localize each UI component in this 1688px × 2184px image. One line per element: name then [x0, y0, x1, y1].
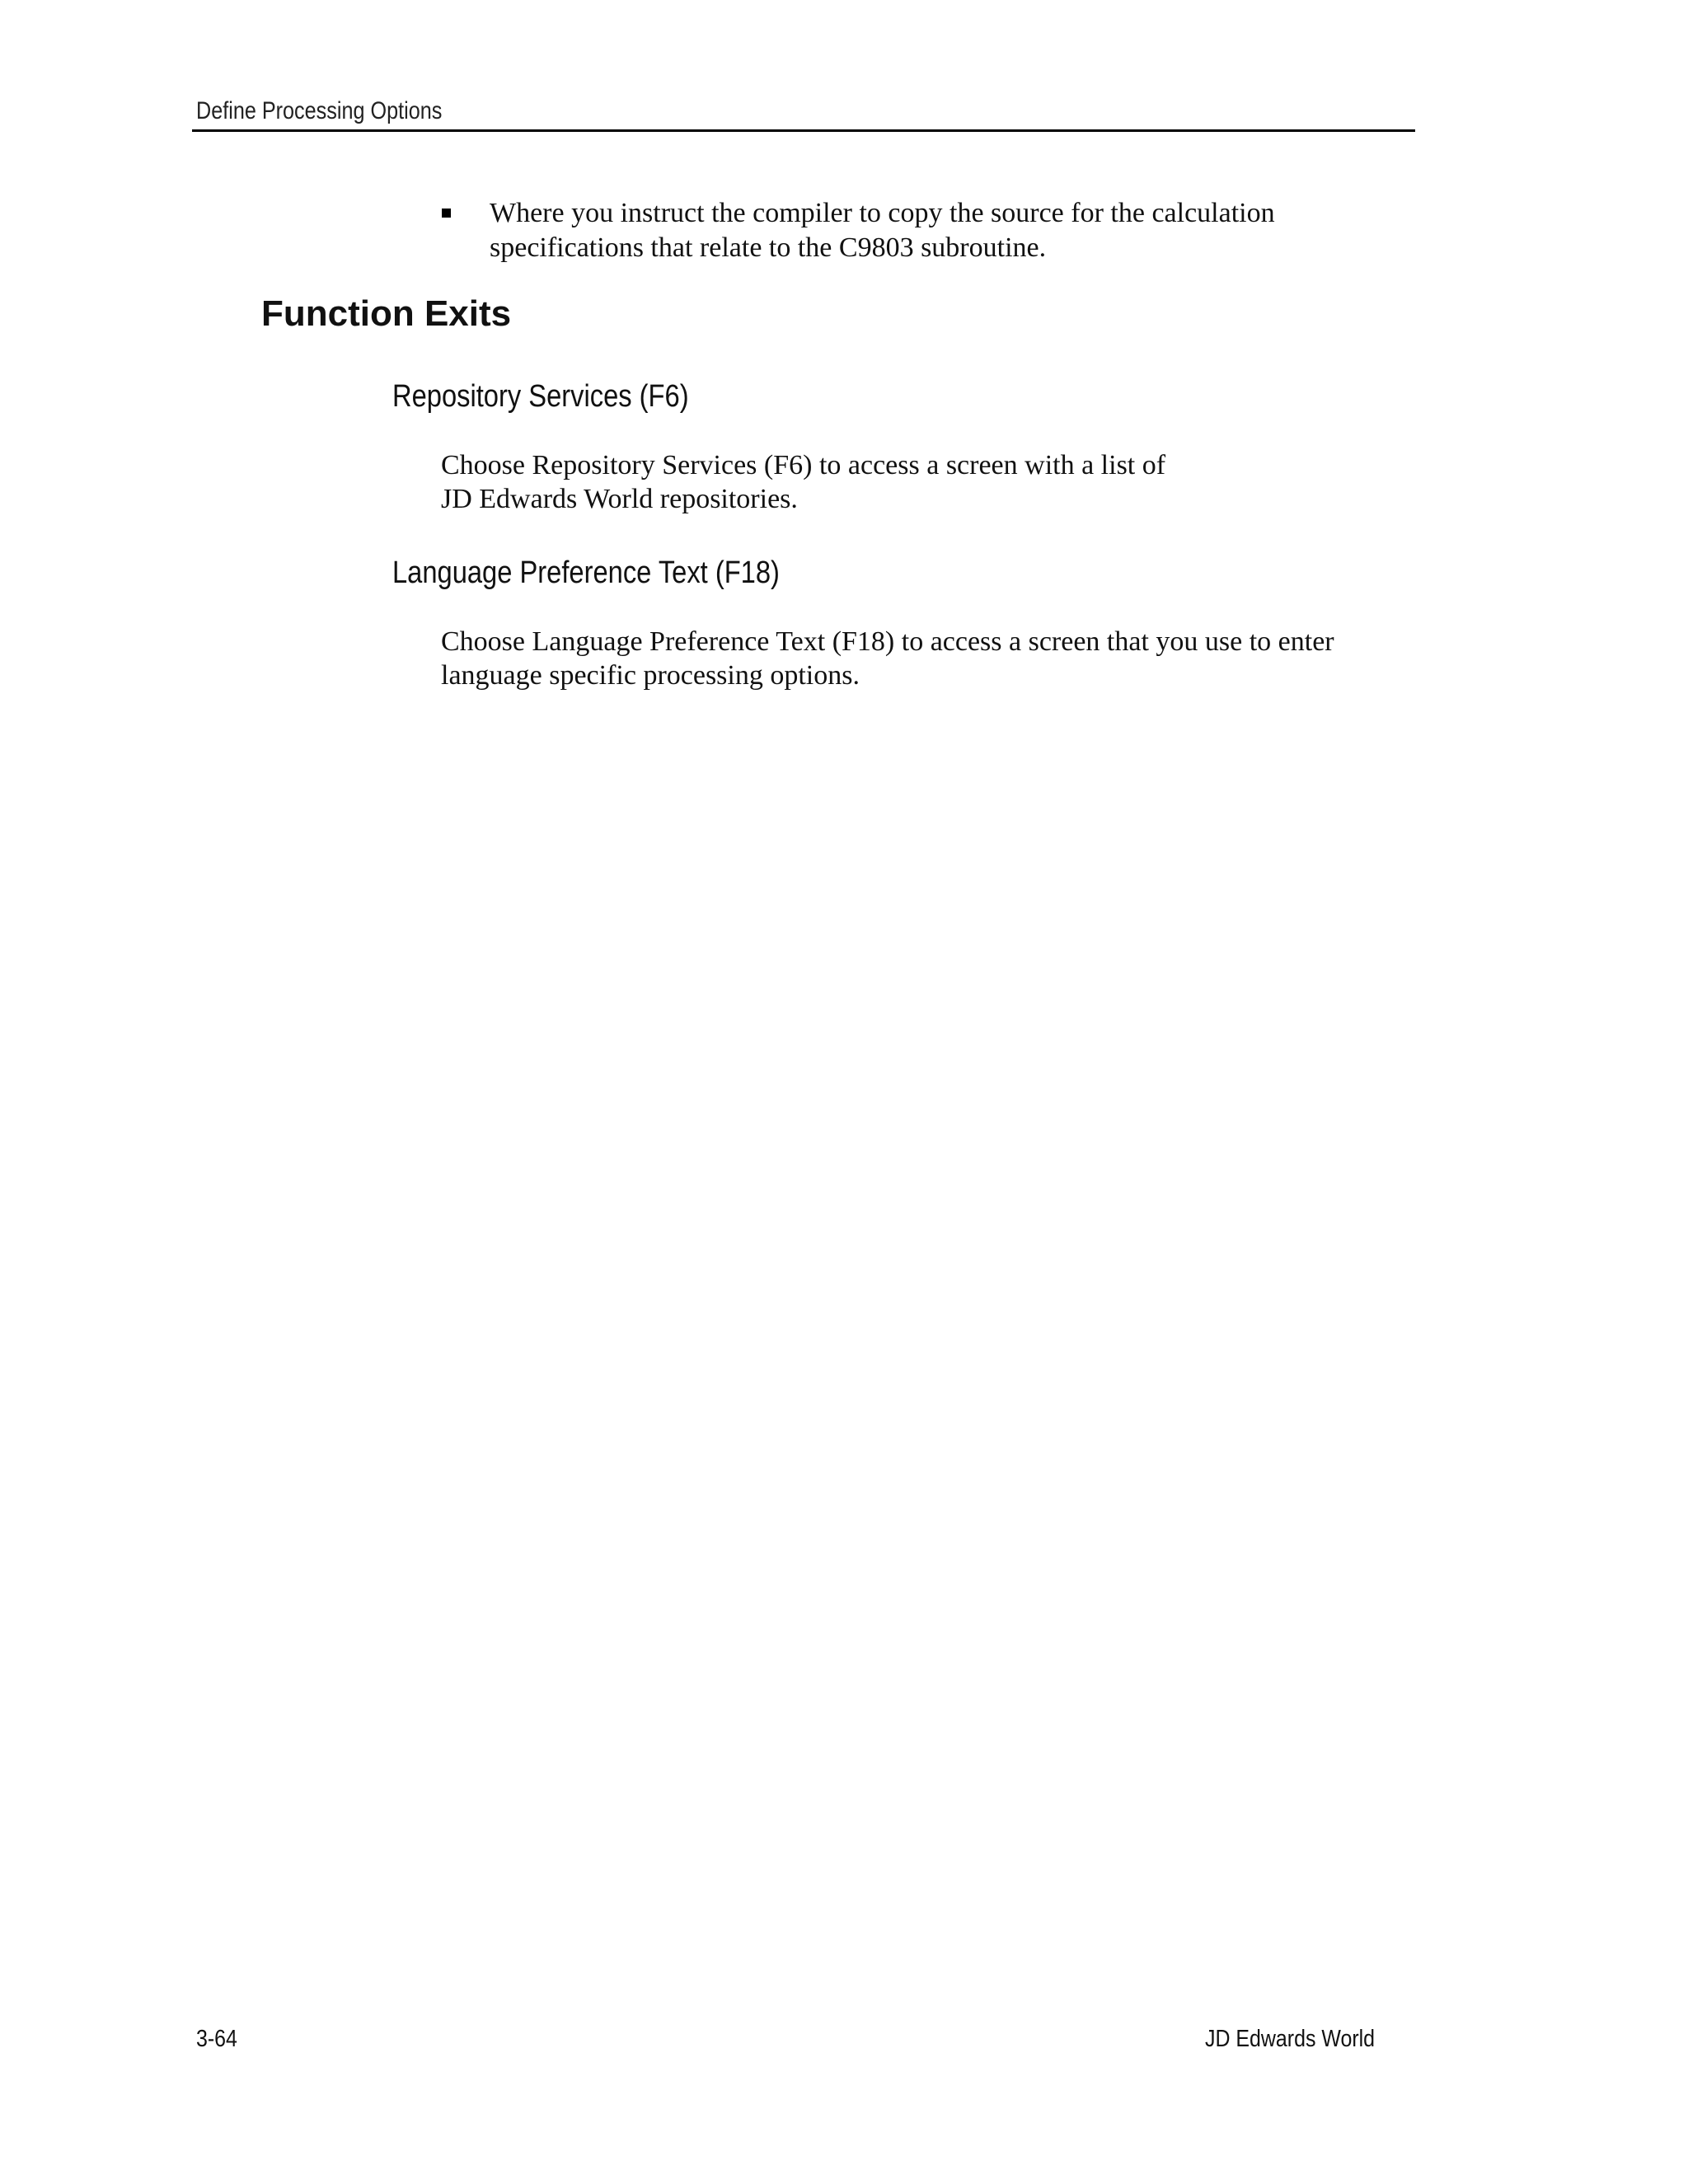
paragraph-line-2: language specific processing options. [441, 660, 860, 691]
bullet-text [490, 196, 1421, 265]
paragraph-line-2: JD Edwards World repositories. [441, 484, 798, 514]
section-heading: Function Exits [261, 293, 512, 334]
subheading-repository-services: Repository Services (F6) [392, 379, 689, 414]
paragraph-line-1: Choose Language Preference Text (F18) to access a screen that you use to enter [441, 626, 1334, 657]
running-header: Define Processing Options [196, 97, 443, 124]
header-rule [192, 129, 1415, 132]
paragraph-language-preference-text [441, 625, 1438, 692]
subheading-language-preference-text: Language Preference Text (F18) [392, 555, 780, 590]
bullet-text-line-2: specifications that relate to the C9803 subroutine. [490, 232, 1047, 263]
bullet-text-line-1: Where you instruct the compiler to copy the source for the calculation [490, 198, 1275, 228]
paragraph-repository-services [441, 448, 1438, 516]
page-number: 3-64 [196, 2026, 237, 2052]
square-bullet-icon [442, 209, 451, 218]
paragraph-line-1: Choose Repository Services (F6) to access a screen with a list of [441, 450, 1166, 480]
footer-product-name: JD Edwards World [1205, 2026, 1376, 2052]
